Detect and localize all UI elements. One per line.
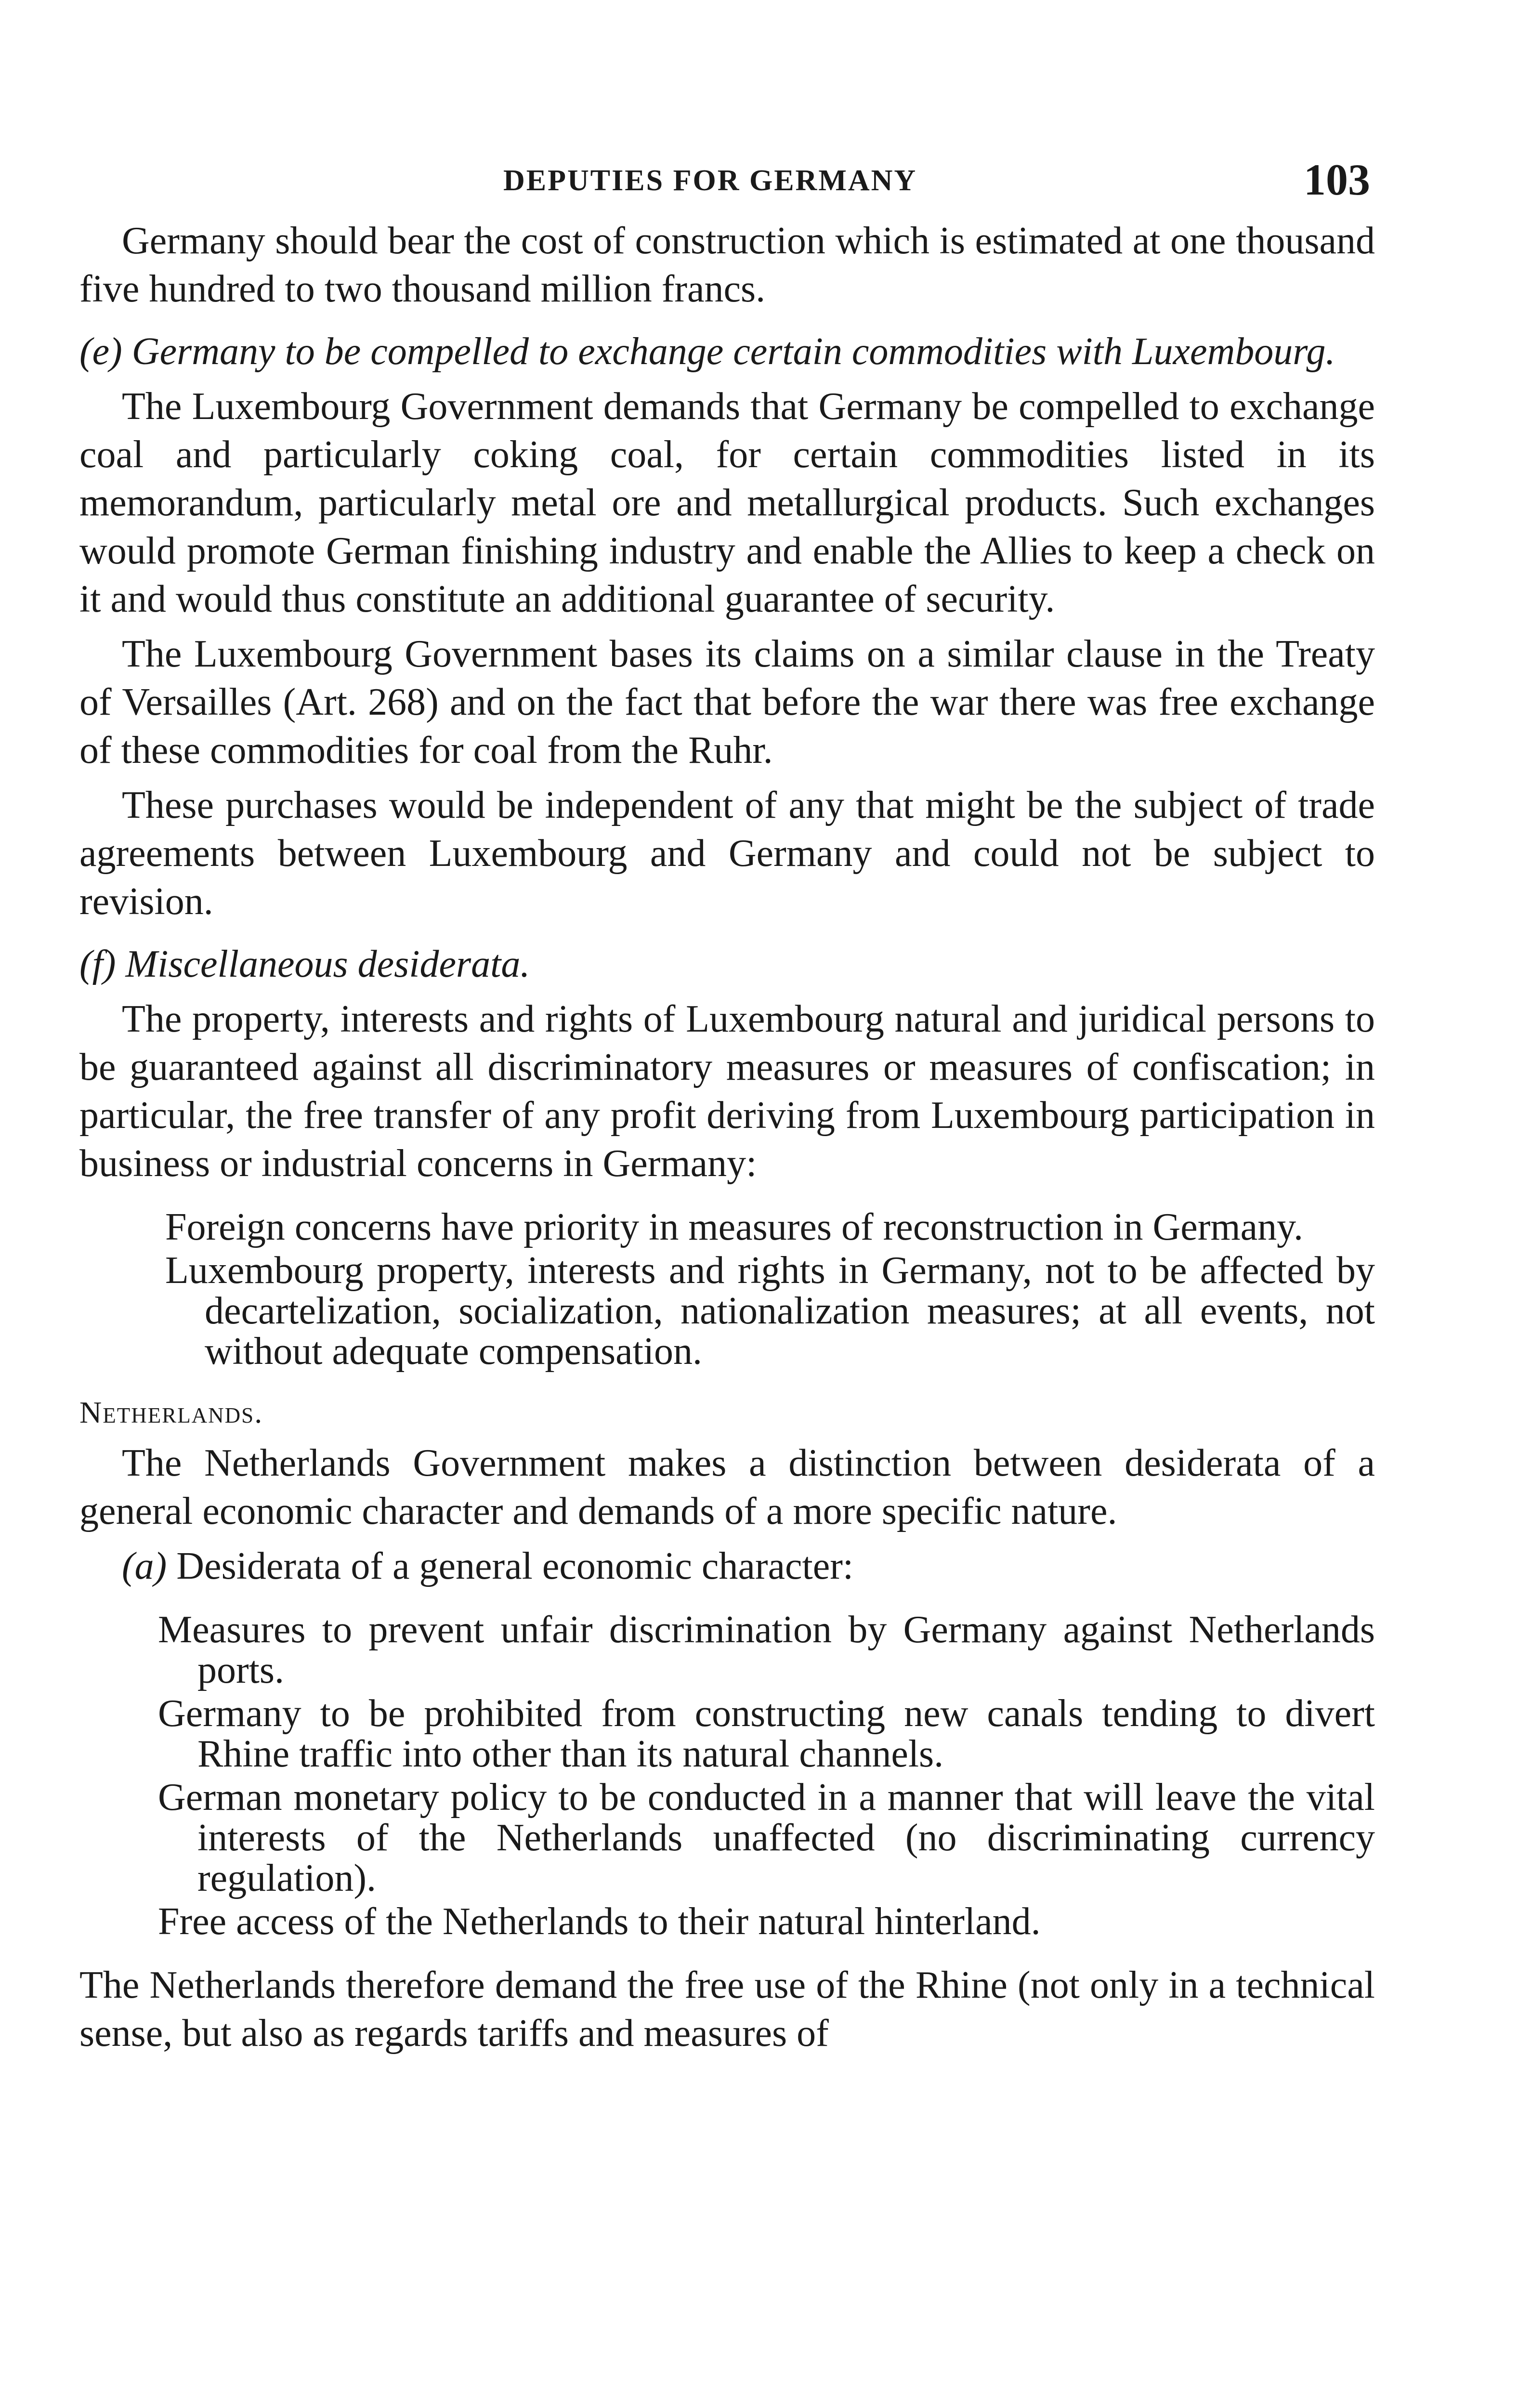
section-a-heading bbox=[79, 1542, 1375, 1590]
running-title: DEPUTIES FOR GERMANY bbox=[503, 164, 917, 197]
section-f-label: (f) bbox=[79, 943, 116, 985]
paragraph-netherlands-distinction: The Netherlands Government makes a distinction between desiderata of a general economic character and demands of a more specific nature. bbox=[79, 1442, 1375, 1532]
paragraph-independent-purchases: These purchases would be independent of any that might be the subject of trade agreements between Luxembourg and Germany and could not be subject to revision. bbox=[79, 784, 1375, 923]
section-f-title: Miscellaneous desiderata. bbox=[125, 943, 530, 985]
netherlands-heading: Netherlands. bbox=[79, 1395, 263, 1429]
section-e-title: Germany to be compelled to exchange certain commodities with Luxembourg. bbox=[131, 330, 1335, 373]
document-page bbox=[79, 144, 1375, 2408]
page-number: 103 bbox=[1304, 155, 1370, 204]
paragraph-versailles-clause: The Luxembourg Government bases its claims on a similar clause in the Treaty of Versailles (Art. 268) and on the fact that before the war there was free exchange of these commodities for coal from the Ruhr. bbox=[79, 633, 1375, 772]
list-item: Measures to prevent unfair discrimination by Germany against Netherlands ports. bbox=[158, 1609, 1375, 1691]
section-e-label: (e) bbox=[79, 330, 122, 373]
netherlands-desiderata-list bbox=[79, 1610, 1375, 1942]
paragraph-cost-of-construction: Germany should bear the cost of construction which is estimated at one thousand five hundred to two thousand million francs. bbox=[79, 220, 1375, 310]
list-item: Foreign concerns have priority in measures of reconstruction in Germany. bbox=[165, 1206, 1303, 1248]
list-item: Luxembourg property, interests and rights in Germany, not to be affected by decartelization, socialization, nationalization measures; at all events, not without adequate compensation. bbox=[165, 1249, 1375, 1373]
list-item: Free access of the Netherlands to their natural hinterland. bbox=[158, 1900, 1041, 1943]
section-a-label: (a) bbox=[122, 1545, 167, 1587]
section-f-heading bbox=[79, 940, 1375, 988]
paragraph-rhine-use: The Netherlands therefore demand the free use of the Rhine (not only in a technical sense, but also as regards tariffs and measures of bbox=[79, 1964, 1375, 2055]
list-item: Germany to be prohibited from constructing new canals tending to divert Rhine traffic into other than its natural channels. bbox=[158, 1692, 1375, 1775]
section-a-title: Desiderata of a general economic character: bbox=[176, 1545, 854, 1587]
list-item: German monetary policy to be conducted in a manner that will leave the vital interests of the Netherlands unaffected (no discriminating currency regulation). bbox=[158, 1776, 1375, 1899]
paragraph-coal-exchange: The Luxembourg Government demands that Germany be compelled to exchange coal and particularly coking coal, for certain commodities listed in its memorandum, particularly metal ore and metallurgical products. Such exchanges would promote German finishing industry and enable the Allies to keep a check on it and would thus constitute an additional guarantee of security. bbox=[79, 385, 1375, 620]
paragraph-property-rights: The property, interests and rights of Luxembourg natural and juridical persons to be guaranteed against all discriminatory measures or measures of confiscation; in particular, the free transfer of any profit deriving from Luxembourg participation in business or industrial concerns in Germany: bbox=[79, 998, 1375, 1185]
section-e-heading bbox=[79, 327, 1375, 376]
luxembourg-desiderata-list bbox=[79, 1207, 1375, 1372]
page-header bbox=[79, 144, 1375, 217]
